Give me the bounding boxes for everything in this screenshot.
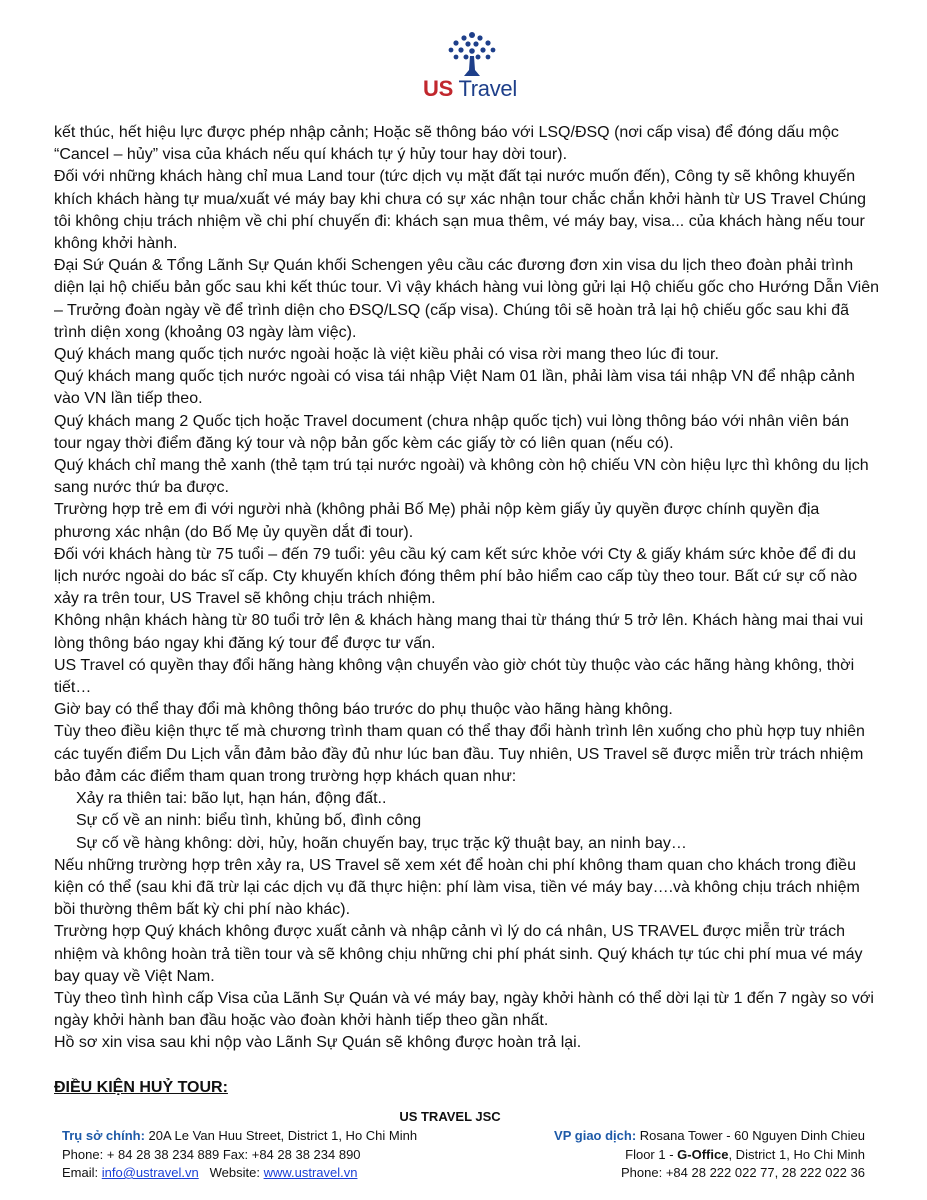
document-body [54, 122, 879, 1055]
body-paragraph: Quý khách mang quốc tịch nước ngoài hoặc là việt kiều phải có visa rời mang theo lúc đi tour. [54, 346, 719, 364]
body-paragraph: US Travel có quyền thay đổi hãng hàng không vận chuyển vào giờ chót tùy thuộc vào các hãng hàng không, thời tiết… [54, 656, 855, 697]
floor-prefix: Floor 1 - [625, 1146, 678, 1162]
bullet-item: Sự cố về hàng không: dời, hủy, hoãn chuyến bay, trục trặc kỹ thuật bay, an ninh bay… [76, 834, 687, 852]
body-paragraph: Không nhận khách hàng từ 80 tuổi trở lên & khách hàng mang thai từ tháng thứ 5 trở lên. Khách hàng mai thai vui lòng thông báo ngay khi đăng ký tour để được tư vấn. [54, 612, 864, 652]
section-title-cancellation: ĐIỀU KIỆN HUỶ TOUR: [54, 1079, 228, 1096]
body-paragraph: kết thúc, hết hiệu lực được phép nhập cảnh; Hoặc sẽ thông báo với LSQ/ĐSQ (nơi cấp visa) để đóng dấu mộc “Cancel – hủy” visa của khách nếu quí khách tự ý hủy tour hay dời tour). [54, 124, 839, 164]
body-paragraph: Đối với khách hàng từ 75 tuổi – đến 79 tuổi: yêu cầu ký cam kết sức khỏe với Cty & giấy khám sức khỏe để đi du lịch nước ngoài do bác sĩ cấp. Cty khuyến khích đóng thêm phí bảo hiểm cao cấp tùy theo tour. Bất cứ sự cố nào xảy ra trên tour, US Travel sẽ không chịu trách nhiệm. [54, 545, 858, 608]
body-paragraph: Nếu những trường hợp trên xảy ra, US Travel sẽ xem xét để hoàn chi phí không tham quan cho khách trong điều kiện có thể (sau khi đã trừ lại các dịch vụ đã thực hiện: phí làm visa, tiền vé máy bay….và không chịu trách nhiệm bồi thường thêm bất kỳ chi phí nào khác). [54, 856, 860, 919]
body-paragraph: Quý khách chỉ mang thẻ xanh (thẻ tạm trú tại nước ngoài) và không còn hộ chiếu VN còn hiệu lực thì không du lịch sang nước thứ ba được. [54, 457, 869, 497]
body-paragraph: Trường hợp trẻ em đi với người nhà (không phải Bố Mẹ) phải nộp kèm giấy ủy quyền được chính quyền địa phương xác nhận (do Bố Mẹ ủy quyền dắt đi tour). [54, 501, 820, 541]
floor-suffix: , District 1, Ho Chi Minh [728, 1146, 865, 1162]
branch-office-address: Rosana Tower - 60 Nguyen Dinh Chieu [636, 1128, 865, 1143]
email-link[interactable]: info@ustravel.vn [101, 1165, 199, 1180]
body-paragraph: Tùy theo điều kiện thực tế mà chương trình tham quan có thể thay đổi hành trình lên xuống cho phù hợp tuy nhiên các tuyến điểm Du Lịch vẫn đảm bảo đầy đủ như lúc ban đầu. Tuy nhiên, US Travel sẽ được miễn trừ trách nhiệm bảo đảm các điểm tham quan trong trường hợp khách quan như: [54, 723, 865, 785]
head-office-phone-fax: Phone: + 84 28 38 234 889 Fax: +84 28 38 234 890 [62, 1146, 361, 1162]
body-paragraph: Quý khách mang 2 Quốc tịch hoặc Travel document (chưa nhập quốc tịch) vui lòng thông báo với nhân viên bán tour ngay thời điểm đăng ký tour và nộp bản gốc kèm các giấy tờ có liên quan (nếu có). [54, 412, 850, 452]
bullet-item: Xảy ra thiên tai: bão lụt, hạn hán, động đất.. [76, 790, 387, 808]
us-travel-logo [420, 30, 520, 100]
body-paragraph: Hồ sơ xin visa sau khi nộp vào Lãnh Sự Quán sẽ không được hoàn trả lại. [54, 1034, 582, 1052]
head-office-label: Trụ sở chính: [62, 1128, 145, 1143]
body-paragraph: Đối với những khách hàng chỉ mua Land tour (tức dịch vụ mặt đất tại nước muốn đến), Công ty sẽ không khuyến khích khách hàng tự mua/xuất vé máy bay khi chưa có sự xác nhận tour chắc chắn khởi hành từ US Travel Chúng tôi không chịu trách nhiệm về chi phí chuyến đi: khách sạn mua thêm, vé máy bay, visa... của khách hàng nếu tour không khởi hành. [54, 168, 866, 253]
footer-head-office [62, 1127, 417, 1183]
head-office-contact-line [62, 1164, 417, 1183]
head-office-address-line [62, 1127, 417, 1146]
body-paragraph: Tùy theo tình hình cấp Visa của Lãnh Sự Quán và vé máy bay, ngày khởi hành có thể dời lại từ 1 đến 7 ngày so với ngày khởi hành ban đầu hoặc vào đoàn khởi hành tiếp theo gần nhất. [54, 989, 874, 1030]
body-paragraph: Trường hợp Quý khách không được xuất cảnh và nhập cảnh vì lý do cá nhân, US TRAVEL được miễn trừ trách nhiệm và không hoàn trả tiền tour và sẽ không chịu những chi phí phát sinh. Quý khách tự túc chi phí mua vé máy bay quay về Việt Nam. [54, 923, 863, 985]
brand-us: US [423, 76, 454, 101]
body-paragraph: Đại Sứ Quán & Tổng Lãnh Sự Quán khối Schengen yêu cầu các đương đơn xin visa du lịch theo đoàn phải trình diện lại hộ chiếu bản gốc sau khi kết thúc tour. Vì vậy khách hàng vui lòng gửi lại Hộ chiếu gốc cho Hướng Dẫn Viên – Trưởng đoàn ngày về để trình diện cho ĐSQ/LSQ (cấp visa). Chúng tôi sẽ hoàn trả lại hộ chiếu gốc sau khi đã trình diện xong (khoảng 03 ngày làm việc). [54, 257, 880, 341]
branch-office-floor-line [554, 1146, 865, 1165]
brand-name [420, 76, 520, 102]
website-label: Website: [198, 1165, 264, 1180]
floor-name: G-Office [677, 1146, 729, 1162]
email-label: Email: [62, 1165, 102, 1180]
branch-office-label: VP giao dịch: [554, 1128, 637, 1143]
branch-office-address-line [554, 1127, 865, 1146]
body-paragraph: Giờ bay có thể thay đổi mà không thông báo trước do phụ thuộc vào hãng hàng không. [54, 701, 673, 719]
footer-company-name: US TRAVEL JSC [399, 1109, 501, 1124]
tree-of-people-icon [442, 30, 502, 78]
website-link[interactable]: www.ustravel.vn [263, 1165, 358, 1180]
footer-branch-office [554, 1127, 865, 1183]
bullet-item: Sự cố về an ninh: biểu tình, khủng bố, đình công [76, 812, 422, 830]
branch-office-phone: Phone: +84 28 222 022 77, 28 222 022 36 [621, 1165, 865, 1180]
body-paragraph: Quý khách mang quốc tịch nước ngoài có visa tái nhập Việt Nam 01 lần, phải làm visa tái nhập VN để nhập cảnh vào VN lần tiếp theo. [54, 368, 855, 408]
head-office-address: 20A Le Van Huu Street, District 1, Ho Chi Minh [144, 1128, 418, 1143]
brand-travel: Travel [458, 76, 517, 101]
